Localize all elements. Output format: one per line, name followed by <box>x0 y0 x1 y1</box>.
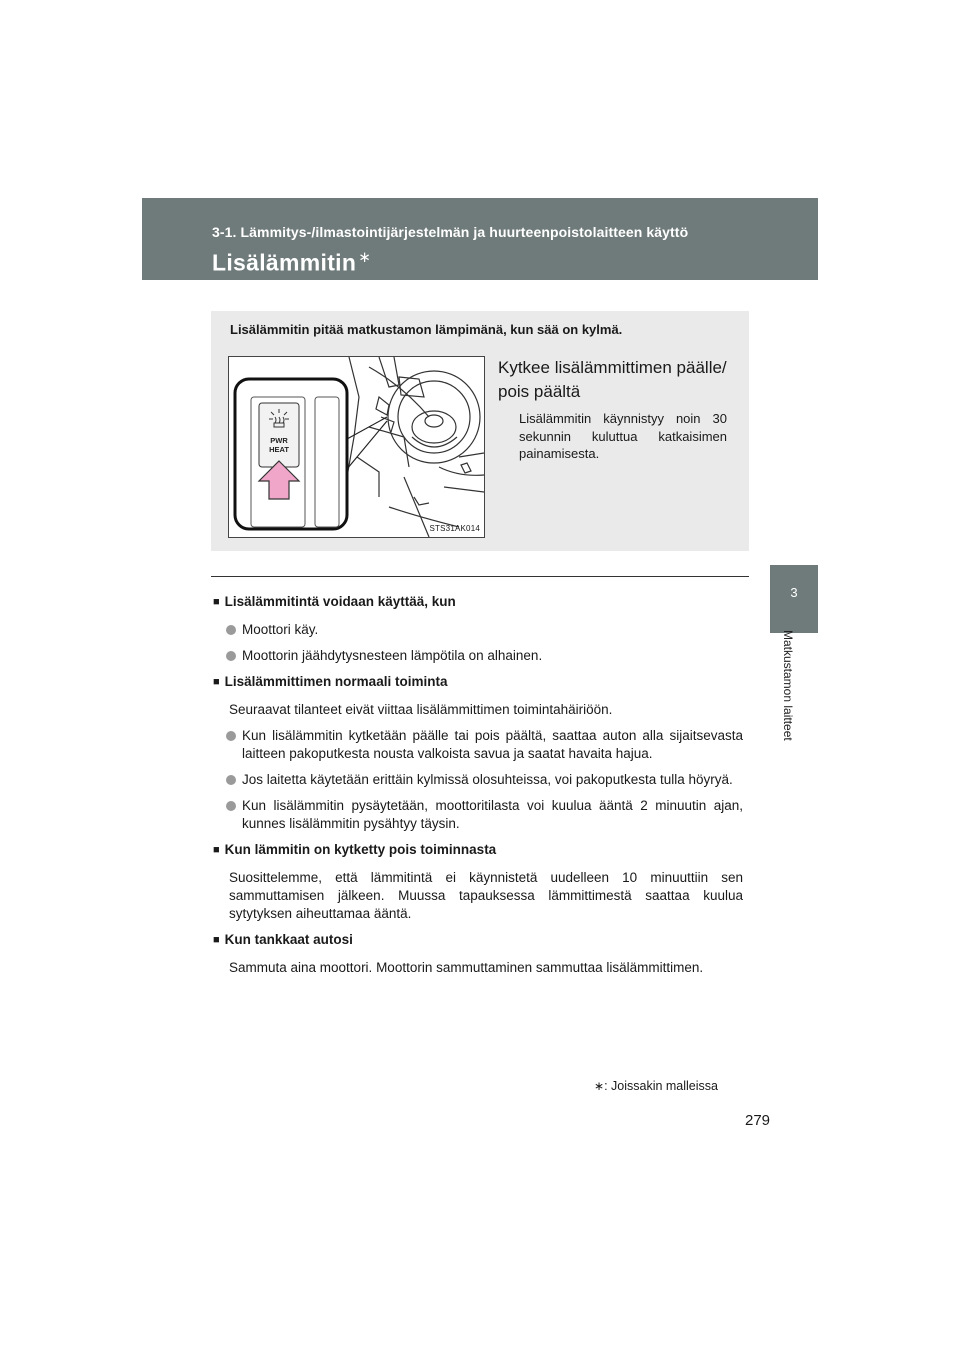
chapter-number: 3 <box>790 585 798 600</box>
intro-text: Lisälämmitin pitää matkustamon lämpimänä, kun sää on kylmä. <box>230 322 623 337</box>
heading-text: Lisälämmittimen normaali toiminta <box>224 674 448 689</box>
footnote-star: ∗ <box>594 1079 605 1093</box>
bullet-dot-icon <box>226 775 236 785</box>
dashboard-illustration <box>229 357 484 537</box>
page-title: Lisälämmitin <box>212 249 357 276</box>
list-item-text: Kun lisälämmitin kytketään päälle tai pois päältä, saattaa auton alla sijaitsevasta laitteen pakoputkesta nousta valkoista savua ja saatat havaita hajua. <box>242 728 743 761</box>
callout-title: Kytkee lisälämmittimen päälle/ pois päältä <box>498 358 727 401</box>
footnote <box>594 1079 718 1093</box>
illustration-frame <box>228 356 485 538</box>
list-item-text: Kun lisälämmitin pysäytetään, moottoritilasta voi kuulua ääntä 2 minuutin ajan, kunnes lisälämmitin pysähtyy täysin. <box>242 798 743 831</box>
bullet-dot-icon <box>226 651 236 661</box>
section-title: 3-1. Lämmitys-/ilmastointijärjestelmän ja huurteenpoistolaitteen käyttö <box>212 224 689 240</box>
square-bullet-icon: ■ <box>213 844 220 856</box>
list-item <box>213 797 743 833</box>
paragraph: Suosittelemme, että lämmitintä ei käynnistetä uudelleen 10 minuuttiin sen sammuttamisen jälkeen. Muussa tapauksessa lämmittimestä saattaa kuulua sytytyksen aiheuttamaa ääntä. <box>229 870 743 921</box>
bullet-dot-icon <box>226 801 236 811</box>
section-heading <box>213 931 743 950</box>
section-heading <box>213 841 743 860</box>
section-heading <box>213 673 743 692</box>
chapter-tab <box>770 565 818 633</box>
paragraph: Seuraavat tilanteet eivät viittaa lisälämmittimen toimintahäiriöön. <box>229 702 613 717</box>
section-heading <box>213 593 743 612</box>
list-item <box>213 647 743 665</box>
list-item <box>213 771 743 789</box>
content <box>213 593 743 985</box>
square-bullet-icon: ■ <box>213 676 220 688</box>
bullet-dot-icon <box>226 625 236 635</box>
paragraph: Sammuta aina moottori. Moottorin sammuttaminen sammuttaa lisälämmittimen. <box>229 960 704 975</box>
heading-text: Kun lämmitin on kytketty pois toiminnasta <box>224 842 497 857</box>
heading-text: Lisälämmitintä voidaan käyttää, kun <box>224 594 456 609</box>
footnote-text: : Joissakin malleissa <box>604 1079 718 1093</box>
square-bullet-icon: ■ <box>213 934 220 946</box>
illustration-code: STS31AK014 <box>429 524 480 533</box>
square-bullet-icon: ■ <box>213 596 220 608</box>
list-item-text: Moottori käy. <box>242 622 319 637</box>
list-item-text: Jos laitetta käytetään erittäin kylmissä olosuhteissa, voi pakoputkesta tulla höyryä. <box>242 772 733 787</box>
page-number: 279 <box>745 1112 771 1129</box>
page-heading <box>212 248 371 277</box>
chapter-label: Matkustamon laitteet <box>781 630 795 741</box>
list-item <box>213 727 743 763</box>
callout-description: Lisälämmitin käynnistyy noin 30 sekunnin kuluttua katkaisimen painamisesta. <box>519 411 727 461</box>
list-item <box>213 621 743 639</box>
button-label-pwr: PWR <box>270 436 288 445</box>
heading-text: Kun tankkaat autosi <box>224 932 353 947</box>
asterisk-mark: ∗ <box>358 249 372 266</box>
divider <box>211 576 749 577</box>
bullet-dot-icon <box>226 731 236 741</box>
list-item-text: Moottorin jäähdytysnesteen lämpötila on alhainen. <box>242 648 543 663</box>
button-label-heat: HEAT <box>269 445 289 454</box>
